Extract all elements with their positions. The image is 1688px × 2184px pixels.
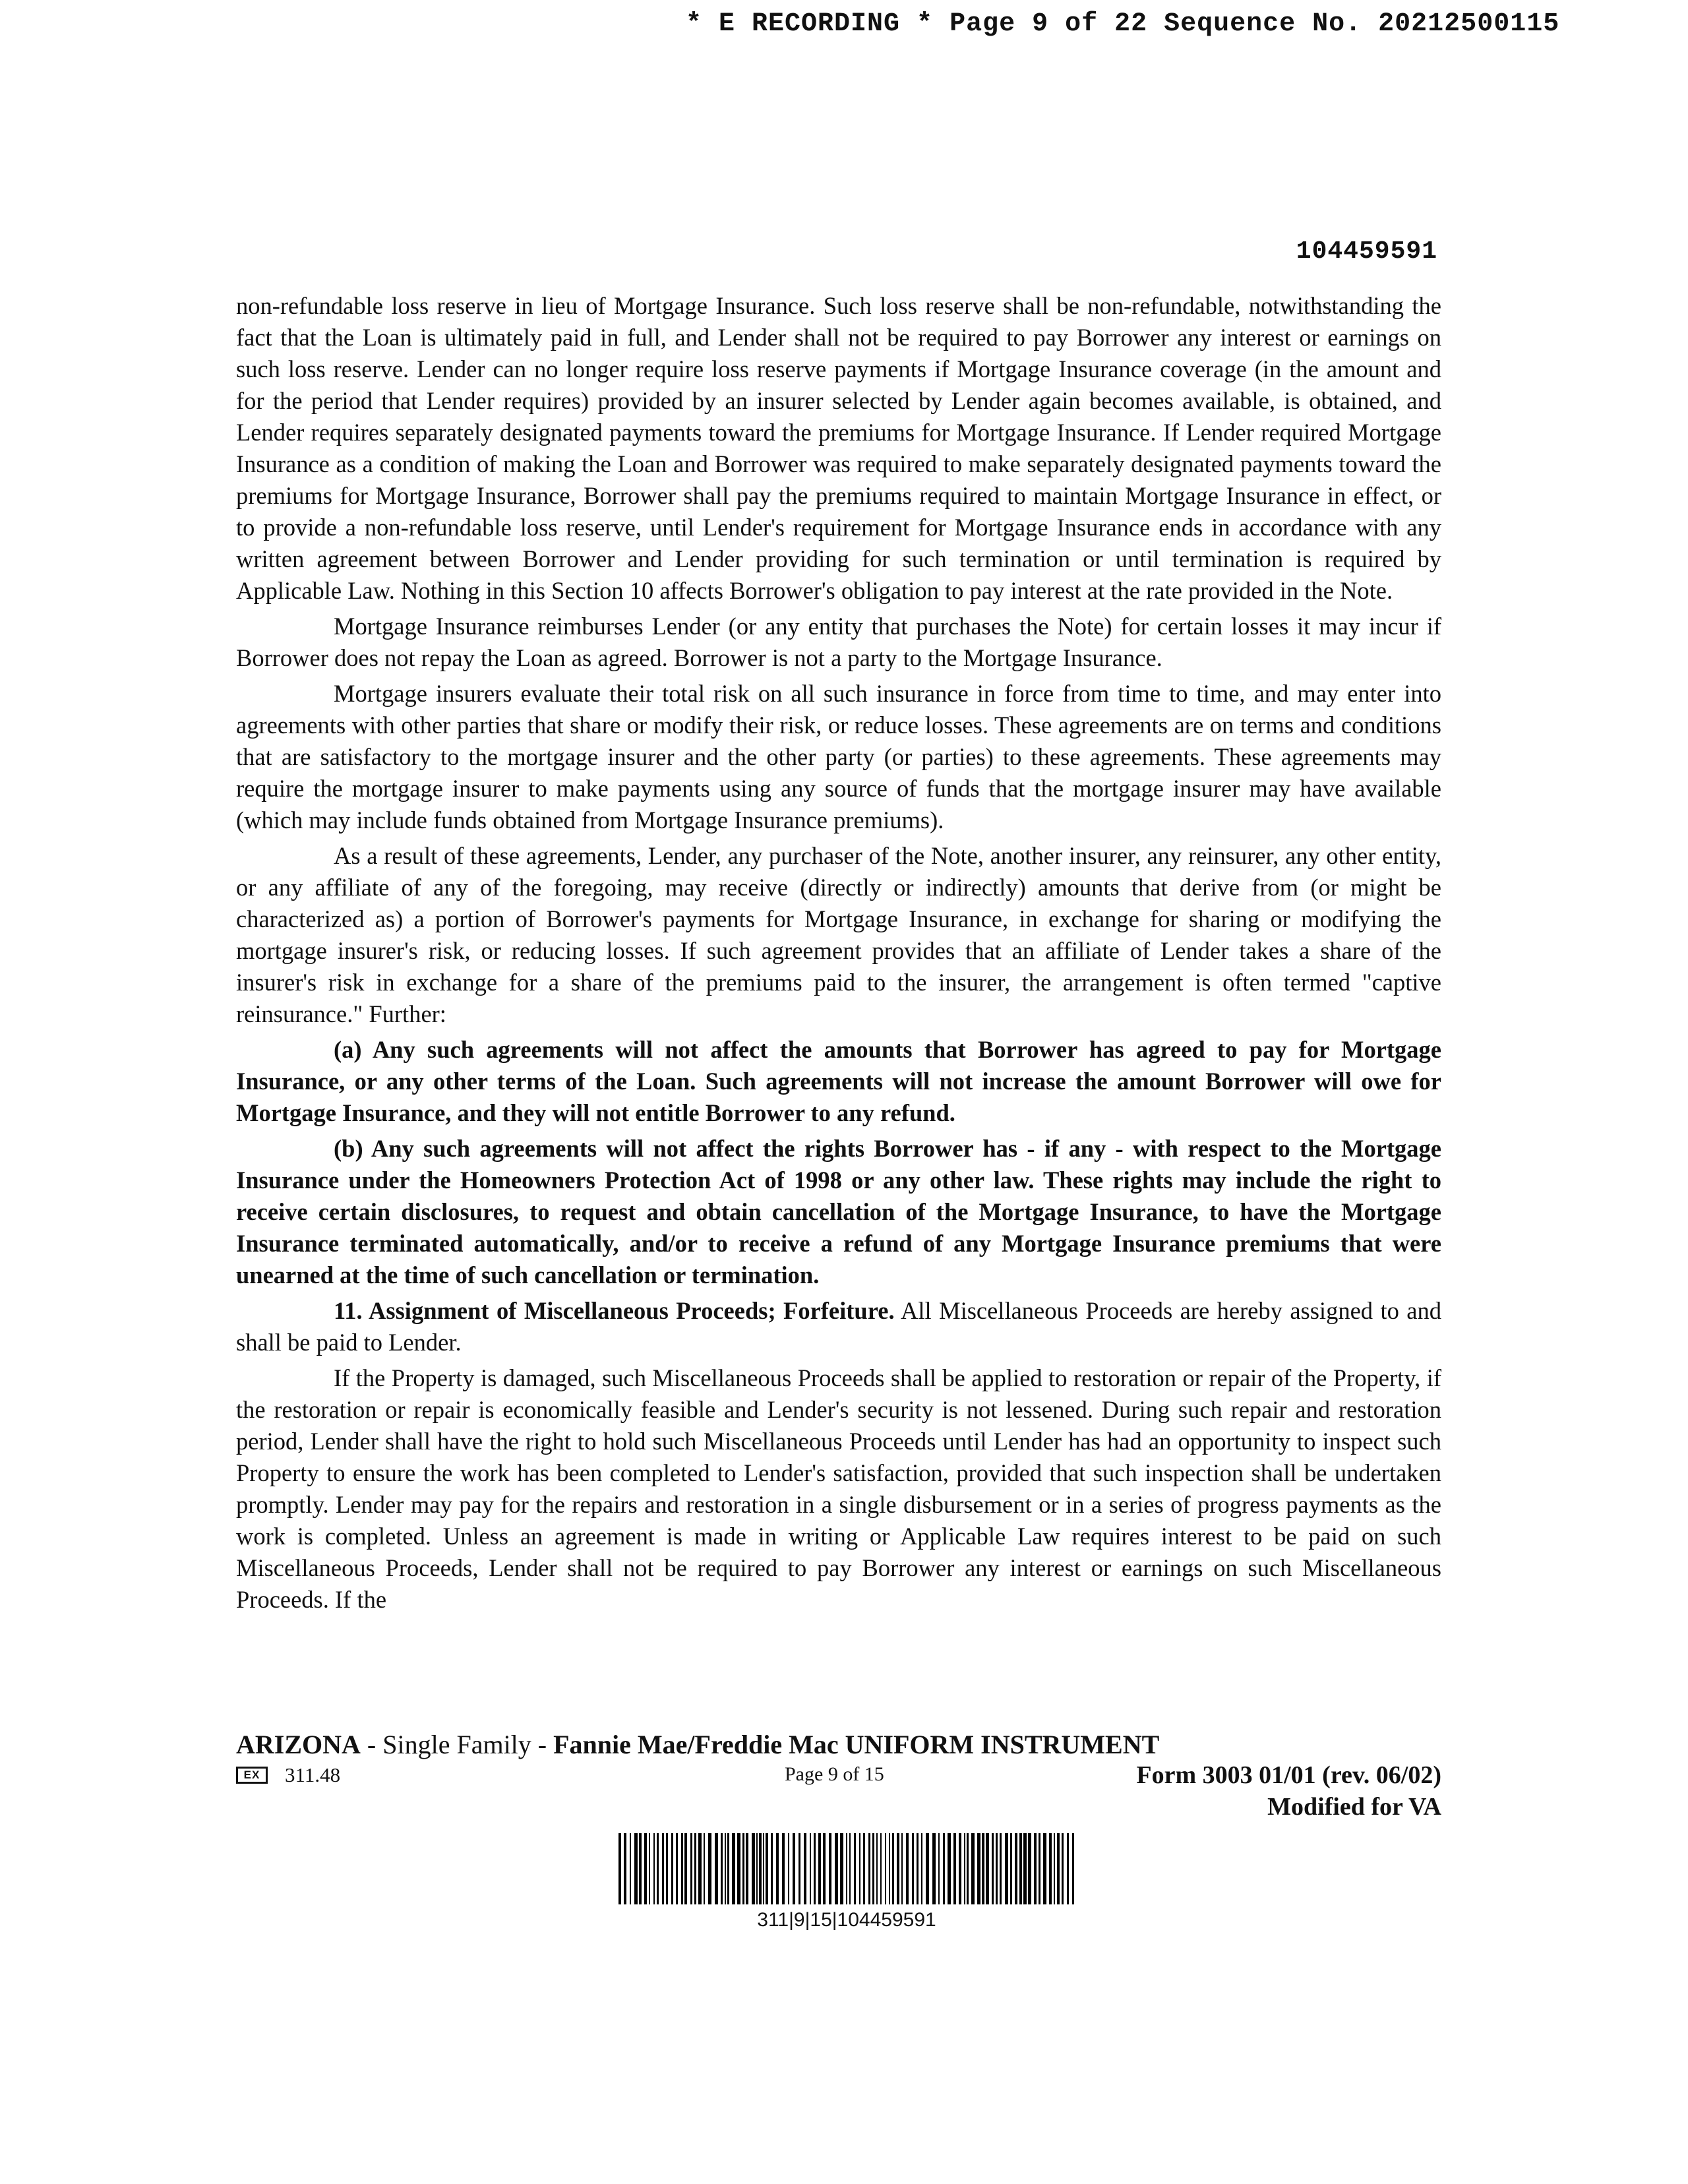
footer-separator: - Single Family -: [360, 1730, 554, 1759]
section-11-title: 11. Assignment of Miscellaneous Proceeds; Forfeiture.: [334, 1297, 895, 1324]
loan-number: 104459591: [1296, 237, 1437, 266]
modified-for-va: Modified for VA: [1267, 1793, 1441, 1821]
barcode-block: [616, 1833, 1077, 1931]
paragraph-mi-reimburses: Mortgage Insurance reimburses Lender (or any entity that purchases the Note) for certain losses it may incur if Borrower does not repay the Loan as agreed. Borrower is not a party to the Mortgage Insurance.: [236, 613, 1441, 671]
footer-state: ARIZONA: [236, 1730, 361, 1759]
paragraph-agreements-result: As a result of these agreements, Lender, any purchaser of the Note, another insurer, any reinsurer, any other entity, or any affiliate of any of the foregoing, may receive (directly or indirectly) amounts that derive from (or might be characterized as) a portion of Borrower's payments for Mortgage Insurance, in exchange for sharing or modifying the mortgage insurer's risk, or reducing losses. If such agreement provides that an affiliate of Lender takes a share of the insurer's risk in exchange for a share of the premiums paid to the insurer, the arrangement is often termed "captive reinsurance." Further:: [236, 842, 1441, 1027]
paragraph-property-damaged: If the Property is damaged, such Miscellaneous Proceeds shall be applied to restoration or repair of the Property, if the restoration or repair is economically feasible and Lender's security is not lessened. During such repair and restoration period, Lender shall have the right to hold such Miscellaneous Proceeds until Lender has had an opportunity to inspect such Property to ensure the work has been completed to Lender's satisfaction, provided that such inspection shall be undertaken promptly. Lender may pay for the repairs and restoration in a single disbursement or in a series of progress payments as the work is completed. Unless an agreement is made in writing or Applicable Law requires interest to be paid on such Miscellaneous Proceeds, Lender shall not be required to pay Borrower any interest or earnings on such Miscellaneous Proceeds. If the: [236, 1364, 1441, 1613]
paragraph-mi-insurers: Mortgage insurers evaluate their total risk on all such insurance in force from time to time, and may enter into agreements with other parties that share or modify their risk, or reduce losses. These agreements are on terms and conditions that are satisfactory to the mortgage insurer and the other party (or parties) to these agreements. These agreements may require the mortgage insurer to make payments using any source of funds that the mortgage insurer may have available (which may include funds obtained from Mortgage Insurance premiums).: [236, 680, 1441, 834]
paragraph-section-11: [236, 1295, 1441, 1358]
footer-page-number: Page 9 of 15: [785, 1763, 884, 1785]
footer-code-row: [236, 1763, 340, 1787]
paragraph-loss-reserve: non-refundable loss reserve in lieu of Mortgage Insurance. Such loss reserve shall be non-refundable, notwithstanding the fact that the Loan is ultimately paid in full, and Lender shall not be required to pay Borrower any interest or earnings on such loss reserve. Lender can no longer require loss reserve payments if Mortgage Insurance coverage (in the amount and for the period that Lender requires) provided by an insurer selected by Lender again becomes available, is obtained, and Lender requires separately designated payments toward the premiums for Mortgage Insurance. If Lender required Mortgage Insurance as a condition of making the Loan and Borrower was required to make separately designated payments toward the premiums for Mortgage Insurance, Borrower shall pay the premiums required to maintain Mortgage Insurance in effect, or to provide a non-refundable loss reserve, until Lender's requirement for Mortgage Insurance ends in accordance with any written agreement between Borrower and Lender providing for such termination or until termination is required by Applicable Law. Nothing in this Section 10 affects Borrower's obligation to pay interest at the rate provided in the Note.: [236, 292, 1441, 604]
barcode-image: [616, 1833, 1077, 1904]
footer-form-number: [1136, 1759, 1441, 1823]
section-11-text: All Miscellaneous Proceeds are hereby assigned to and shall be paid to Lender.: [236, 1297, 1441, 1356]
footer-form-title: [236, 1729, 1159, 1760]
form-number: Form 3003 01/01 (rev. 06/02): [1136, 1761, 1441, 1789]
ex-logo-icon: EX: [236, 1767, 268, 1784]
paragraph-clause-a: (a) Any such agreements will not affect the amounts that Borrower has agreed to pay for Mortgage Insurance, or any other terms of the Loan. Such agreements will not increase the amount Borrower will owe for Mortgage Insurance, and they will not entitle Borrower to any refund.: [236, 1036, 1441, 1126]
footer-agency: Fannie Mae/Freddie Mac UNIFORM INSTRUMENT: [553, 1730, 1160, 1759]
footer-code: 311.48: [285, 1763, 341, 1786]
recording-header: * E RECORDING * Page 9 of 22 Sequence No. 20212500115: [686, 9, 1560, 39]
document-body: [236, 290, 1441, 1620]
paragraph-clause-b: (b) Any such agreements will not affect the rights Borrower has - if any - with respect to the Mortgage Insurance under the Homeowners Protection Act of 1998 or any other law. These rights may include the right to receive certain disclosures, to request and obtain cancellation of the Mortgage Insurance, to have the Mortgage Insurance terminated automatically, and/or to receive a refund of any Mortgage Insurance premiums that were unearned at the time of such cancellation or termination.: [236, 1135, 1441, 1289]
barcode-caption: 311|9|15|104459591: [757, 1909, 936, 1931]
